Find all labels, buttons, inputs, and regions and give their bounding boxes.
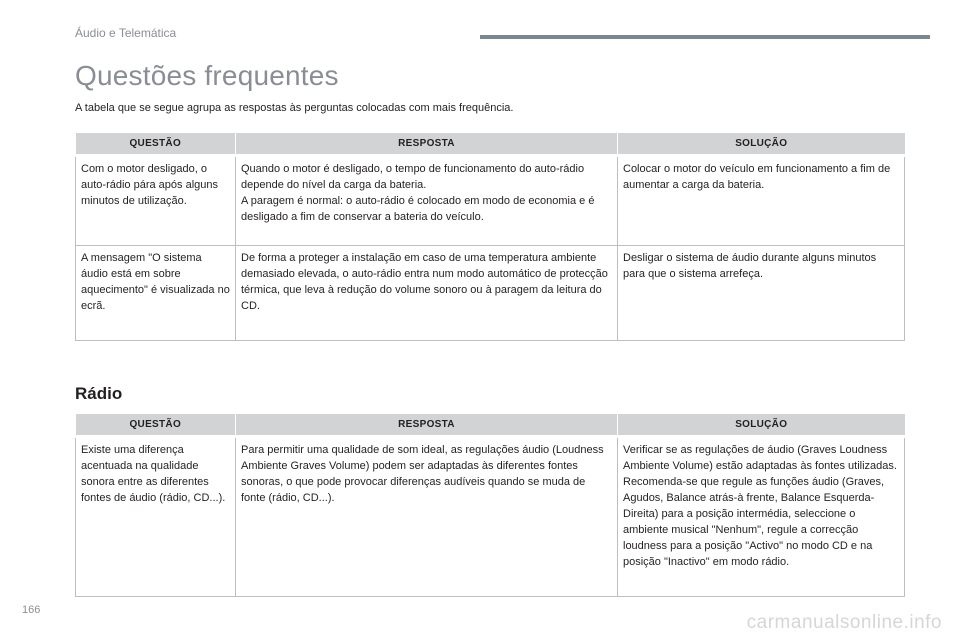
column-header-solution: SOLUÇÃO: [618, 414, 905, 437]
answer-cell: De forma a proteger a instalação em caso de uma temperatura ambiente demasiado elevada, o auto-rádio entra num modo automático de protecção térmica, que leva à redução do volume sonoro ou à paragem da leitura do CD.: [236, 246, 618, 341]
table-header-row: [76, 414, 905, 437]
solution-cell: Desligar o sistema de áudio durante alguns minutos para que o sistema arrefeça.: [618, 246, 905, 341]
table-row: [76, 156, 905, 246]
question-cell: Com o motor desligado, o auto-rádio pára após alguns minutos de utilização.: [76, 156, 236, 246]
answer-cell: Para permitir uma qualidade de som ideal, as regulações áudio (Loudness Ambiente Graves Volume) podem ser adaptadas às diferentes fontes sonoras, o que pode provocar diferenças audíveis quando se muda de fonte (rádio, CD...).: [236, 437, 618, 597]
column-header-solution: SOLUÇÃO: [618, 133, 905, 156]
header-bar: [480, 35, 930, 39]
answer-cell: Quando o motor é desligado, o tempo de funcionamento do auto-rádio depende do nível da carga da bateria. A paragem é normal: o auto-rádio é colocado em modo de economia e é desligado a fim de conservar a bateria do veículo.: [236, 156, 618, 246]
question-cell: A mensagem "O sistema áudio está em sobre aquecimento" é visualizada no ecrã.: [76, 246, 236, 341]
column-header-question: QUESTÃO: [76, 133, 236, 156]
faq-table-radio: [75, 414, 905, 597]
solution-cell: Verificar se as regulações de áudio (Graves Loudness Ambiente Volume) estão adaptadas às fontes utilizadas. Recomenda-se que regule as funções áudio (Graves, Agudos, Balance atrás-à frente, Balance Esquerda-Direita) para a posição intermédia, seleccione o ambiente musical "Nenhum", regule a correcção loudness para a posição "Activo" no modo CD e na posição "Inactivo" em modo rádio.: [618, 437, 905, 597]
table-row: [76, 246, 905, 341]
table-header-row: [76, 133, 905, 156]
radio-section-title: Rádio: [75, 384, 123, 403]
column-header-answer: RESPOSTA: [236, 133, 618, 156]
page-title: Questões frequentes: [75, 60, 339, 91]
column-header-answer: RESPOSTA: [236, 414, 618, 437]
table-row: [76, 437, 905, 597]
page-number: 166: [22, 604, 41, 616]
column-header-question: QUESTÃO: [76, 414, 236, 437]
faq-table-general: [75, 133, 905, 341]
section-header: Áudio e Telemática: [75, 26, 177, 40]
watermark: carmanualsonline.info: [746, 612, 942, 633]
solution-cell: Colocar o motor do veículo em funcionamento a fim de aumentar a carga da bateria.: [618, 156, 905, 246]
question-cell: Existe uma diferença acentuada na qualidade sonora entre as diferentes fontes de áudio (rádio, CD...).: [76, 437, 236, 597]
intro-text: A tabela que se segue agrupa as respostas às perguntas colocadas com mais frequência.: [75, 102, 514, 114]
